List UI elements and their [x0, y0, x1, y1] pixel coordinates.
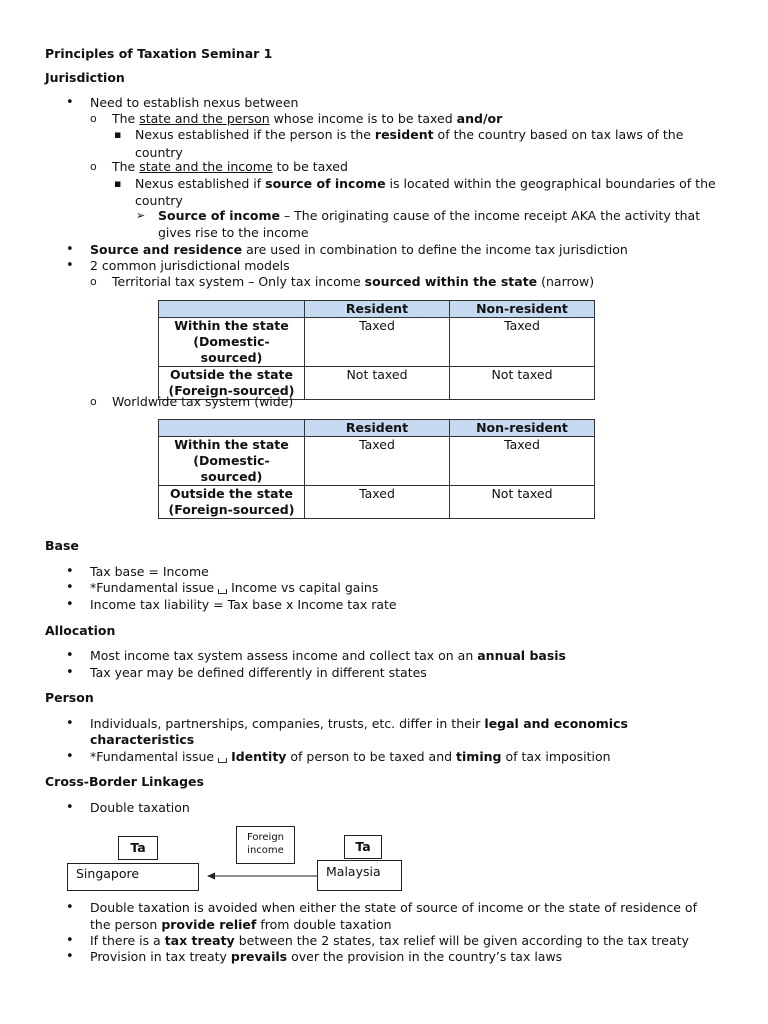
list-item: 2 common jurisdictional models [90, 258, 290, 273]
table-header-cell: Resident [305, 301, 450, 318]
list-item: Most income tax system assess income and collect tax on an annual basis [90, 648, 566, 663]
tax-box-left: Ta [118, 836, 158, 860]
malaysia-box: Malaysia [317, 860, 402, 891]
bullet-icon [66, 597, 74, 614]
worldwide-tax-table [158, 419, 595, 519]
bullet-icon [66, 648, 74, 665]
list-item: Source of income – The originating cause of the income receipt AKA the activity that [158, 208, 701, 223]
list-item: Nexus established if source of income is located within the geographical boundaries of the [135, 176, 716, 191]
list-item-continuation: country [135, 193, 183, 208]
list-item: Worldwide tax system (wide) [112, 394, 294, 409]
list-item: If there is a tax treaty between the 2 states, tax relief will be given according to the tax treaty [90, 933, 689, 948]
table-row [159, 318, 595, 367]
square-bullet-icon [114, 127, 121, 144]
table-cell: Not taxed [305, 367, 450, 400]
tax-box-right: Ta [344, 835, 382, 859]
section-heading-base: Base [45, 538, 79, 553]
list-item: Territorial tax system – Only tax income sourced within the state (narrow) [112, 274, 595, 289]
bullet-icon [66, 665, 74, 682]
row-header-outside: Outside the state (Foreign-sourced) [159, 367, 305, 400]
circle-bullet-icon [90, 159, 97, 176]
list-item: Provision in tax treaty prevails over the provision in the country’s tax laws [90, 949, 563, 964]
arrow-bullet-icon [136, 208, 145, 225]
arrow-left-icon [205, 870, 319, 882]
section-heading-allocation: Allocation [45, 623, 116, 638]
bullet-icon [66, 949, 74, 966]
section-heading-cross-border: Cross-Border Linkages [45, 774, 204, 789]
list-item: The state and the person whose income is to be taxed and/or [112, 111, 503, 126]
bullet-icon [66, 749, 74, 766]
table-header-cell: Non-resident [450, 301, 595, 318]
table-cell: Not taxed [450, 367, 595, 400]
arrow-placeholder-icon [218, 758, 227, 763]
table-cell: Taxed [450, 437, 595, 486]
bullet-icon [66, 95, 74, 112]
list-item-continuation: the person provide relief from double taxation [90, 917, 392, 932]
table-cell: Taxed [450, 318, 595, 367]
list-item: Double taxation is avoided when either the state of source of income or the state of residence of [90, 900, 697, 915]
list-item-continuation: country [135, 145, 183, 160]
bullet-icon [66, 716, 74, 733]
list-item: *Fundamental issue Income vs capital gains [90, 580, 379, 595]
singapore-box: Singapore [67, 863, 199, 891]
table-cell: Not taxed [450, 486, 595, 519]
circle-bullet-icon [90, 394, 97, 411]
bullet-icon [66, 242, 74, 259]
bullet-icon [66, 258, 74, 275]
circle-bullet-icon [90, 111, 97, 128]
list-item: Need to establish nexus between [90, 95, 299, 110]
circle-bullet-icon [90, 274, 97, 291]
table-row [159, 486, 595, 519]
list-item: Income tax liability = Tax base x Income tax rate [90, 597, 397, 612]
list-item: Individuals, partnerships, companies, trusts, etc. differ in their legal and economics [90, 716, 628, 731]
foreign-income-box: Foreign income [236, 826, 295, 864]
list-item: Tax year may be defined differently in different states [90, 665, 427, 680]
territorial-tax-table [158, 300, 595, 400]
section-heading-person: Person [45, 690, 94, 705]
list-item: The state and the income to be taxed [112, 159, 348, 174]
table-header-cell: Non-resident [450, 420, 595, 437]
page-title: Principles of Taxation Seminar 1 [45, 46, 273, 61]
square-bullet-icon [114, 176, 121, 193]
table-cell: Taxed [305, 437, 450, 486]
bullet-icon [66, 900, 74, 917]
list-item-continuation: gives rise to the income [158, 225, 309, 240]
table-header-cell [159, 420, 305, 437]
section-heading-jurisdiction: Jurisdiction [45, 70, 125, 85]
table-cell: Taxed [305, 318, 450, 367]
row-header-outside: Outside the state (Foreign-sourced) [159, 486, 305, 519]
table-cell: Taxed [305, 486, 450, 519]
list-item: Nexus established if the person is the resident of the country based on tax laws of the [135, 127, 684, 142]
table-row [159, 437, 595, 486]
list-item: Source and residence are used in combination to define the income tax jurisdiction [90, 242, 628, 257]
bullet-icon [66, 933, 74, 950]
bullet-icon [66, 564, 74, 581]
list-item: Tax base = Income [90, 564, 209, 579]
table-header-cell: Resident [305, 420, 450, 437]
row-header-within: Within the state (Domestic- sourced) [159, 318, 305, 367]
bullet-icon [66, 800, 74, 817]
row-header-within: Within the state (Domestic- sourced) [159, 437, 305, 486]
arrow-placeholder-icon [218, 589, 227, 594]
bullet-icon [66, 580, 74, 597]
table-header-cell [159, 301, 305, 318]
list-item: *Fundamental issue Identity of person to be taxed and timing of tax imposition [90, 749, 611, 764]
list-item-continuation: characteristics [90, 732, 195, 747]
list-item: Double taxation [90, 800, 190, 815]
